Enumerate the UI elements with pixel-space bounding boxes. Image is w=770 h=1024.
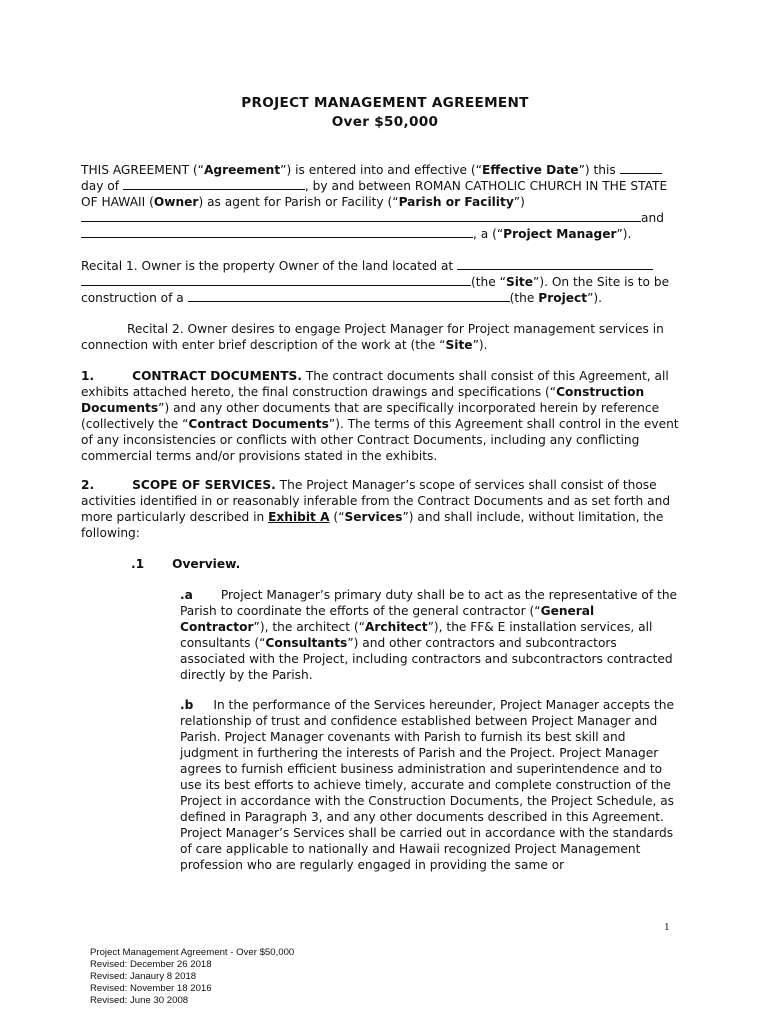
section-text: ”) and any other documents that are specifically incorporated herein by reference (collectively the “: [81, 401, 660, 431]
intro-text: and: [641, 211, 664, 225]
term-agreement: Agreement: [203, 163, 281, 177]
item-text: In the performance of the Services hereunder, Project Manager accepts the relationship of trust and confidence established between Project Manager and Parish. Project Manager covenants with Parish to furnish its best skill and judgment in furthering the interests of Parish and the Project. Project Manager agrees to furnish efficient business administration and superintendence and to use its best efforts to achieve timely, accurate and complete construction of the Project in accordance with the Construction Documents, the Project Schedule, as defined in Paragraph 3, and any other documents described in this Agreement. Project Manager’s Services shall be carried out in accordance with the standards of care applicable to nationally and Hawaii recognized Project Management profession who are regularly engaged in providing the same or: [180, 698, 675, 872]
term-consultants: Consultants: [265, 636, 348, 650]
recital-1: [81, 258, 681, 306]
recital-text: Recital 1. Owner is the property Owner of the land located at: [81, 259, 454, 273]
term-effective-date: Effective Date: [482, 163, 579, 177]
title-line-1: PROJECT MANAGEMENT AGREEMENT: [241, 95, 529, 111]
item-text: ”), the architect (“: [253, 620, 365, 634]
blank-line: [457, 258, 653, 270]
document-title: [0, 94, 770, 132]
term-construction-documents: Construction Documents: [81, 385, 645, 415]
term-project-manager: Project Manager: [503, 227, 617, 241]
page-footer: [90, 947, 294, 1007]
intro-text: ”) is entered into and effective (“: [280, 163, 482, 177]
recital-text: ”).: [587, 291, 603, 305]
section-text: The Project Manager’s scope of services shall consist of those activities identified in or reasonably inferable from the Contract Documents and as set forth and more particularly described in: [81, 478, 671, 524]
section-2: [81, 477, 681, 541]
term-general-contractor: General Contractor: [180, 604, 595, 634]
recital-text: ”). On the Site is to be construction of a: [81, 275, 670, 305]
blank-line: [81, 274, 471, 286]
footer-line: Revised: Janaury 8 2018: [90, 971, 197, 982]
item-text: Project Manager’s primary duty shall be to act as the representative of the Parish to coordinate the efforts of the general contractor (“: [180, 588, 678, 618]
term-site: Site: [445, 338, 473, 352]
term-architect: Architect: [364, 620, 428, 634]
intro-text: ”) this: [578, 163, 616, 177]
item-b: [180, 697, 680, 873]
blank-line: [81, 210, 641, 222]
recital-text: ”).: [472, 338, 488, 352]
intro-text: THIS AGREEMENT (“: [81, 163, 204, 177]
page-number: 1: [664, 921, 670, 933]
footer-line: Revised: June 30 2008: [90, 995, 189, 1006]
recital-text: Recital 2. Owner desires to engage Project Manager for Project management services in connection with enter brief description of the work at (the “: [81, 322, 664, 352]
footer-line: Project Management Agreement - Over $50,000: [90, 947, 295, 958]
subsection-overview: [131, 556, 731, 572]
subsection-heading: Overview.: [172, 557, 241, 571]
intro-text: ”): [513, 195, 525, 209]
blank-line: [188, 290, 510, 302]
section-text: ”). The terms of this Agreement shall control in the event of any inconsistencies or conflicts with other Contract Documents, including any conflicting commercial terms and/or provisions stated in the exhibits.: [81, 417, 679, 463]
blank-line: [81, 226, 473, 238]
blank-line: [620, 162, 662, 174]
intro-text: , by and between ROMAN CATHOLIC CHURCH IN THE STATE OF HAWAII (: [81, 179, 668, 209]
intro-text: , a (“: [473, 227, 504, 241]
exhibit-a-reference: Exhibit A: [268, 510, 330, 524]
term-project: Project: [538, 291, 588, 305]
item-text: ”) and other contractors and subcontractors associated with the Project, including contractors and subcontractors contracted directly by the Parish.: [180, 636, 673, 682]
section-heading: CONTRACT DOCUMENTS.: [132, 369, 302, 383]
blank-line: [123, 178, 305, 190]
item-a: [180, 587, 680, 683]
footer-line: Revised: November 18 2016: [90, 983, 212, 994]
term-parish-or-facility: Parish or Facility: [398, 195, 514, 209]
section-1: [81, 368, 681, 464]
item-text: ”), the FF& E installation services, all consultants (“: [180, 620, 653, 650]
recital-text: (the “: [471, 275, 506, 289]
recital-text: (the: [509, 291, 539, 305]
item-label: .a: [180, 588, 193, 602]
footer-line: Revised: December 26 2018: [90, 959, 212, 970]
term-services: Services: [344, 510, 403, 524]
intro-text: ”).: [616, 227, 632, 241]
subsection-number: .1: [131, 557, 145, 571]
section-number: 1.: [81, 369, 95, 383]
section-number: 2.: [81, 478, 95, 492]
recital-2: [81, 321, 681, 353]
section-text: (“: [329, 510, 345, 524]
section-heading: SCOPE OF SERVICES.: [132, 478, 276, 492]
term-owner: Owner: [153, 195, 199, 209]
intro-text: day of: [81, 179, 120, 193]
section-text: The contract documents shall consist of this Agreement, all exhibits attached hereto, the final construction drawings and specifications (“: [81, 369, 669, 399]
intro-paragraph: [81, 162, 681, 242]
section-text: ”) and shall include, without limitation, the following:: [81, 510, 664, 540]
item-label: .b: [180, 698, 194, 712]
title-line-2: Over $50,000: [331, 114, 439, 130]
term-contract-documents: Contract Documents: [188, 417, 329, 431]
term-site: Site: [505, 275, 534, 289]
intro-text: ) as agent for Parish or Facility (“: [198, 195, 399, 209]
